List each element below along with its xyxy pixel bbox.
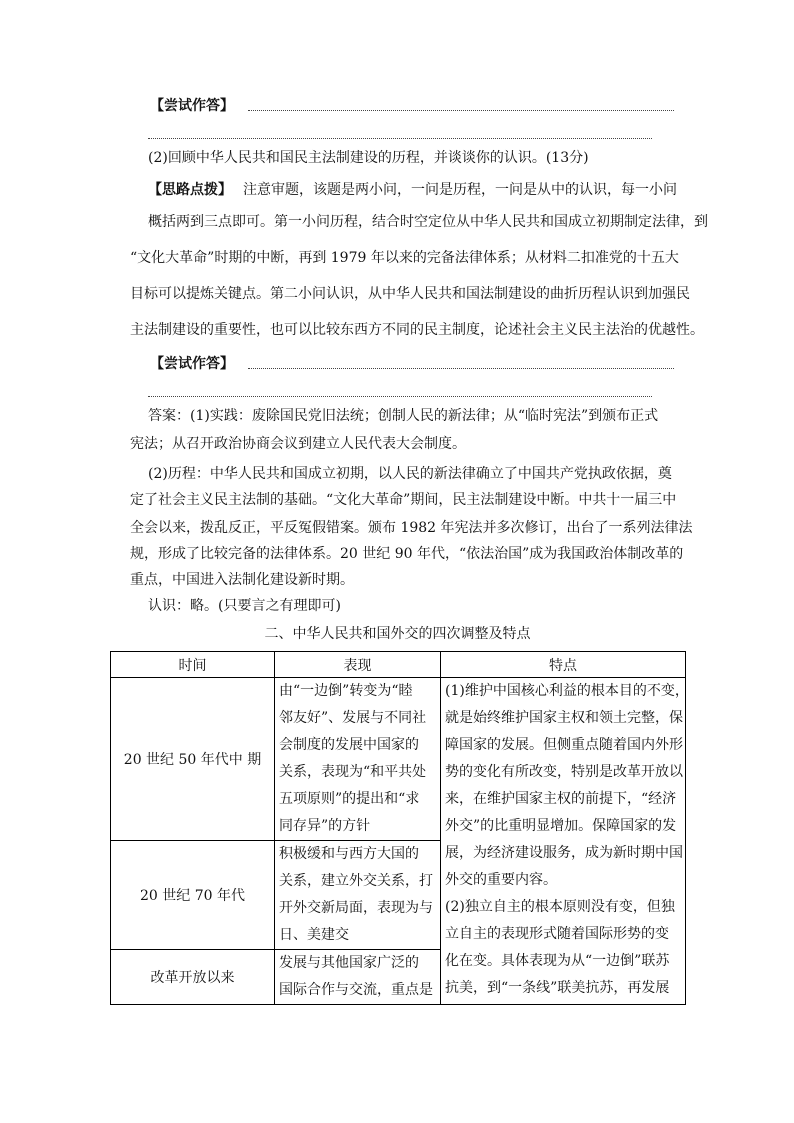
try-answer-label-1: 【尝试作答】 [150, 98, 234, 114]
hint-label: 【思路点拨】 [148, 182, 232, 198]
table-header-row [111, 652, 686, 678]
row-performance [275, 950, 441, 1005]
cell-line: 由“一边倒”转变为“睦 [279, 683, 413, 699]
feature-line: 势的变化有所改变，特别是改革开放以 [445, 764, 683, 780]
feature-line: 化在变。具体表现为从“一边倒”联苏 [445, 953, 670, 969]
cell-line: 关系，表现为“和平共处 [279, 764, 427, 780]
answer-line: 规，形成了比较完备的法律体系。20 世纪 90 年代，“依法治国”成为我国政治体制改革的 [130, 546, 684, 562]
cell-line: 开外交新局面，表现为与 [279, 900, 433, 916]
answer-blank-2a[interactable] [248, 368, 674, 369]
feature-line: (1)维护中国核心利益的根本目的不变， [445, 683, 689, 699]
feature-line: 立自主的表现形式随着国际形势的变 [445, 926, 669, 942]
row-performance [275, 678, 441, 841]
cell-line: 五项原则”的提出和“求 [279, 791, 420, 807]
answer-line: (2)历程：中华人民共和国成立初期，以人民的新法律确立了中国共产党执政依据，奠 [148, 466, 672, 482]
cell-line: 国际合作与交流，重点是 [279, 982, 433, 998]
cell-line: 日、美建交 [279, 927, 349, 943]
hint-line: 主法制建设的重要性，也可以比较东西方不同的民主制度，论述社会主义民主法治的优越性。 [130, 322, 704, 338]
section-title: 二、中华人民共和国外交的四次调整及特点 [264, 626, 531, 642]
hint-line: 概括两到三点即可。第一小问历程，结合时空定位从中华人民共和国成立初期制定法律，到 [148, 214, 708, 230]
feature-line: 展，为经济建设服务，成为新时期中国 [445, 845, 683, 861]
diplomacy-table [110, 651, 689, 1005]
answer-blank-1a[interactable] [248, 110, 674, 111]
cell-line: 发展与其他国家广泛的 [279, 955, 419, 971]
row-time: 20 世纪 70 年代 [111, 841, 275, 950]
answer-blank-1b[interactable] [148, 138, 652, 139]
row-time: 改革开放以来 [111, 950, 275, 1005]
answer-line: 认识：略。(只要言之有理即可) [148, 598, 341, 614]
feature-line: 外交的重要内容。 [445, 872, 557, 888]
cell-line: 同存异”的方针 [279, 818, 371, 834]
try-answer-label-2: 【尝试作答】 [150, 356, 234, 372]
cell-line: 会制度的发展中国家的 [279, 737, 419, 753]
answer-blank-2b[interactable] [148, 396, 652, 397]
feature-line: 障国家的发展。但侧重点随着国内外形 [445, 737, 683, 753]
hint-line: 注意审题，该题是两小问，一问是历程，一问是从中的认识，每一小问 [243, 182, 677, 198]
answer-line: 定了社会主义民主法制的基础。“文化大革命”期间，民主法制建设中断。中共十一届三中 [130, 492, 677, 508]
cell-line: 积极缓和与西方大国的 [279, 846, 419, 862]
cell-line: 关系，建立外交关系，打 [279, 873, 433, 889]
feature-line: 外交”的比重明显增加。保障国家的发 [445, 818, 677, 834]
answer-line: 答案：(1)实践：废除国民党旧法统；创制人民的新法律；从“临时宪法”到颁布正式 [148, 408, 659, 424]
question-2: (2)回顾中华人民共和国民主法制建设的历程，并谈谈你的认识。(13分) [148, 150, 589, 166]
header-time: 时间 [111, 652, 275, 678]
row-performance [275, 841, 441, 950]
answer-line: 重点，中国进入法制化建设新时期。 [130, 572, 354, 588]
answer-line: 全会以来，拨乱反正，平反冤假错案。颁布 1982 年宪法并多次修订，出台了一系列法律法 [130, 520, 693, 536]
table-row [111, 678, 686, 841]
hint-line: “文化大革命”时期的中断，再到 1979 年以来的完备法律体系；从材料二扣准党的十五大 [130, 250, 679, 266]
features-cell [441, 678, 689, 1005]
cell-line: 邻友好”、发展与不同社 [279, 710, 427, 726]
hint-line: 目标可以提炼关键点。第二小问认识，从中华人民共和国法制建设的曲折历程认识到加强民 [130, 286, 690, 302]
row-time: 20 世纪 50 年代中 期 [111, 678, 275, 841]
feature-line: 就是始终维护国家主权和领土完整，保 [445, 710, 683, 726]
header-performance: 表现 [275, 652, 441, 678]
answer-line: 宪法；从召开政治协商会议到建立人民代表大会制度。 [130, 436, 466, 452]
feature-line: 来，在维护国家主权的前提下，“经济 [445, 791, 677, 807]
feature-line: 抗美，到“一条线”联美抗苏，再发展 [445, 980, 670, 996]
header-features: 特点 [441, 652, 686, 678]
feature-line: (2)独立自主的根本原则没有变，但独 [445, 899, 675, 915]
